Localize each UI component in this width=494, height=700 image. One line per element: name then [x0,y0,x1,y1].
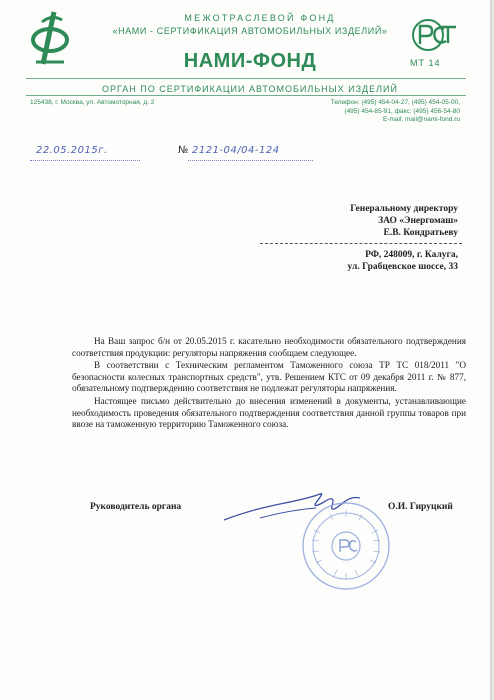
addressee-block [258,203,458,239]
body-paragraph: Настоящее письмо действительно до внесения изменений в документы, устанавливающие необходимость проведения обязательного подтверждения соответствия данной группы товаров при ввозе на таможенную территорию Таможенного союза. [72,395,466,430]
org-subtitle: ОРГАН ПО СЕРТИФИКАЦИИ АВТОМОБИЛЬНЫХ ИЗДЕЛИЙ [102,84,398,94]
org-contacts [285,99,460,125]
subtitle-divider [26,95,466,96]
body-paragraph: В соответствии с Техническим регламентом Таможенного союза ТР ТС 018/2011 "О безопасности колесных транспортных средств", утв. Решением КТС от 09 декабря 2011 г. № 877, обязательному подтверждению соответствия не подлежат регуляторы напряжения. [72,360,466,394]
date-line [30,160,140,161]
contact-line: (495) 454-85-91, факс: (495) 456-54-80 [344,107,460,115]
addressee-divider [260,243,462,244]
addressee-line: Е.В. Кондратьеву [383,228,458,238]
handwritten-number: 2121-04/04-124 [192,145,280,156]
body-paragraph: На Ваш запрос б/н от 20.05.2015 г. касательно необходимости обязательного подтверждения соответствия продукции: регуляторы напряжения сообщаем следующее. [72,336,466,358]
org-brand: НАМИ-ФОНД [183,50,317,72]
address-line: РФ, 248009, г. Калуга, [365,250,458,260]
signatory-role: Руководитель органа [90,502,182,512]
address-line: ул. Грабцевское шоссе, 33 [347,262,458,272]
signatory-name: О.И. Гируцкий [388,502,453,512]
org-type: МЕЖОТРАСЛЕВОЙ ФОНД [184,13,336,23]
organization-stamp-icon [300,500,392,592]
mark-code: МТ 14 [410,58,441,68]
header-divider [26,78,466,79]
certification-mark-icon [406,17,458,53]
addressee-line: Генеральному директору [350,204,458,214]
org-full-name: «НАМИ - СЕРТИФИКАЦИЯ АВТОМОБИЛЬНЫХ ИЗДЕЛИЙ» [112,26,388,36]
contact-line: Телефон: (495) 454-04-27, (495) 454-05-00, [330,99,460,106]
number-line [188,160,313,161]
org-address: 125438, г. Москва, ул. Автомоторная, д. 2 [30,99,155,106]
nami-fond-logo-icon [26,10,74,66]
contact-line: E-mail: mail@nami-fond.ru [382,116,460,124]
addressee-address [258,249,458,273]
addressee-line: ЗАО «Энергомаш» [378,216,458,226]
letter-body [72,336,466,432]
number-prefix: № [178,145,189,156]
handwritten-date: 22.05.2015г. [36,145,108,156]
